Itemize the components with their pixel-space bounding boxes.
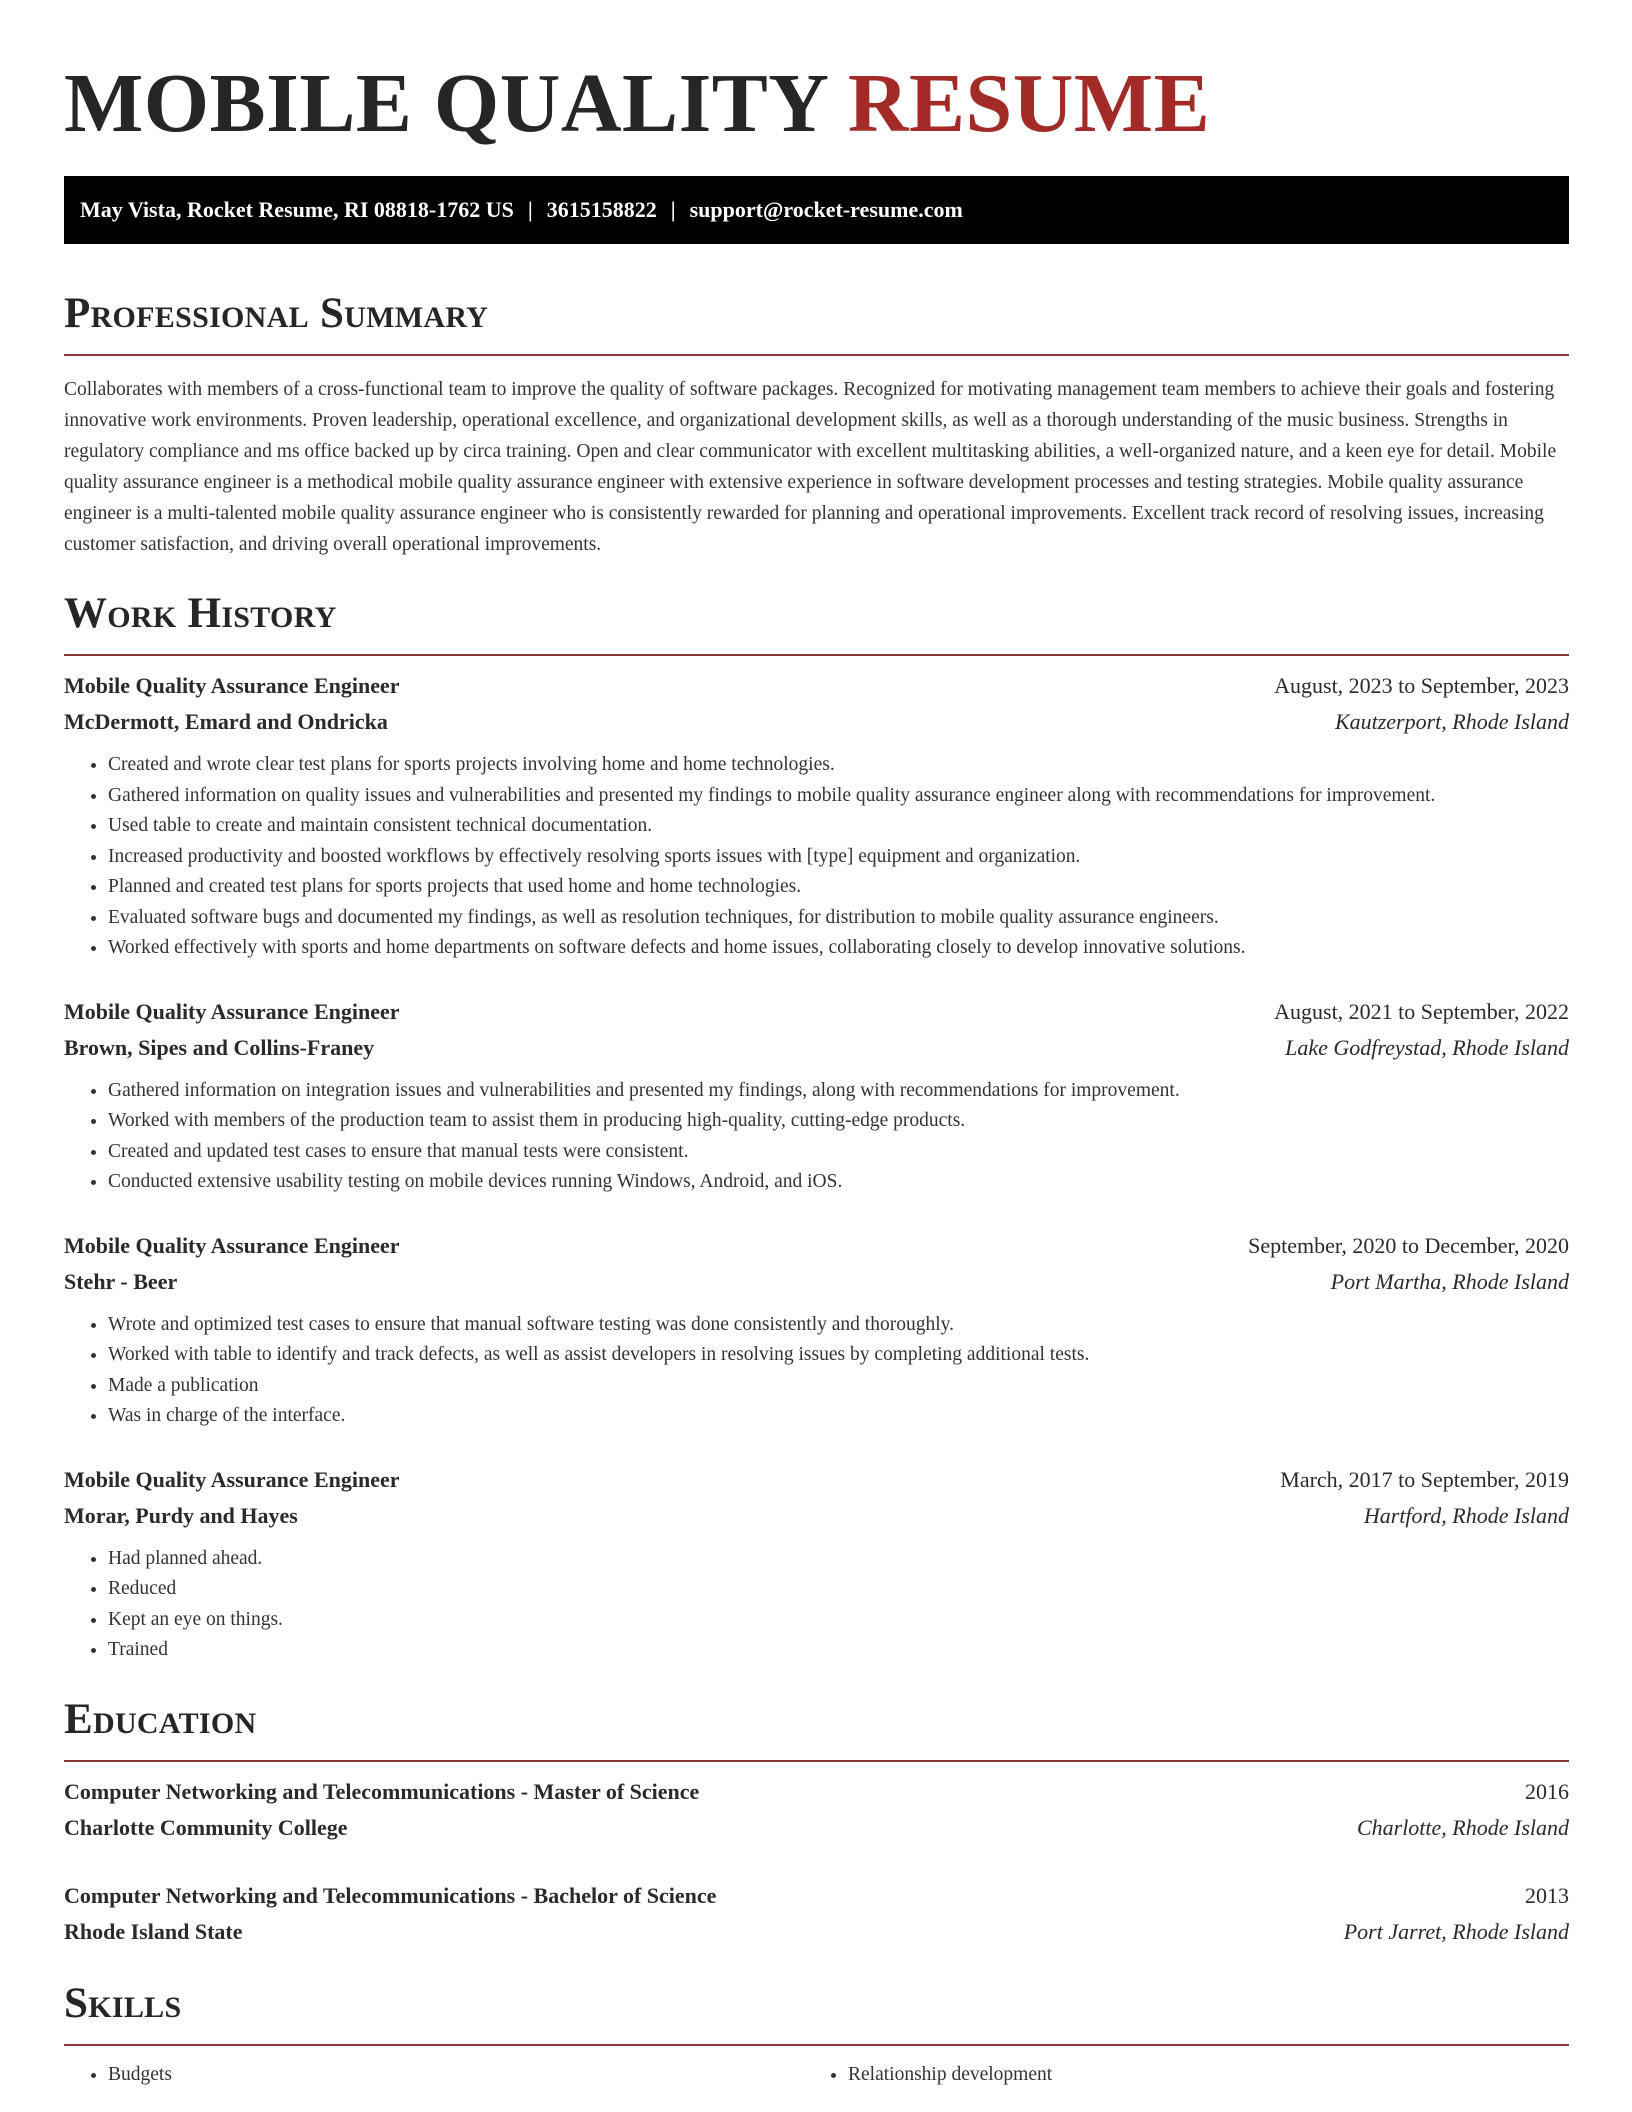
section-heading-skills: Skills bbox=[64, 1979, 182, 2027]
education-school-row bbox=[64, 1810, 1569, 1846]
contact-phone: 3615158822 bbox=[546, 197, 657, 222]
job-header-row bbox=[64, 1462, 1569, 1498]
title-accent: RESUME bbox=[847, 57, 1211, 150]
job-bullet: • Gathered information on quality issues and vulnerabilities and presented my findings to mobile quality assurance engineer along with recommendations for improvement. bbox=[108, 781, 1569, 812]
job-company: Brown, Sipes and Collins-Franey bbox=[64, 1034, 375, 1060]
skills-column-right bbox=[804, 2060, 1544, 2090]
job-bullet: • Created and wrote clear test plans for sports projects involving home and home technologies. bbox=[108, 750, 1569, 781]
job-title: Mobile Quality Assurance Engineer bbox=[64, 1232, 400, 1258]
contact-email: support@rocket-resume.com bbox=[689, 197, 963, 222]
job-bullet: • Used table to create and maintain consistent technical documentation. bbox=[108, 811, 1569, 842]
job-bullet: • Wrote and optimized test cases to ensure that manual software testing was done consistently and thoroughly. bbox=[108, 1310, 1569, 1341]
job-company-row bbox=[64, 704, 1569, 740]
summary-section bbox=[64, 288, 1569, 560]
education-entry bbox=[64, 1878, 1569, 1950]
contact-separator: | bbox=[527, 197, 533, 222]
section-heading-education: Education bbox=[64, 1695, 257, 1743]
job-header-row bbox=[64, 994, 1569, 1030]
education-degree-row bbox=[64, 1774, 1569, 1810]
education-entry bbox=[64, 1774, 1569, 1846]
job-bullet: • Conducted extensive usability testing on mobile devices running Windows, Android, and iOS. bbox=[108, 1167, 1569, 1198]
job-bullet: • Worked effectively with sports and home departments on software defects and home issues, collaborating closely to develop innovative solutions. bbox=[108, 933, 1569, 964]
job-company: Morar, Purdy and Hayes bbox=[64, 1502, 298, 1528]
work-history-section bbox=[64, 588, 1569, 1666]
job-location: Hartford, Rhode Island bbox=[1363, 1502, 1569, 1528]
job-dates: August, 2021 to September, 2022 bbox=[1274, 998, 1569, 1024]
resume-page bbox=[64, 0, 1569, 2090]
job-entry bbox=[64, 668, 1569, 964]
resume-title bbox=[64, 0, 1569, 152]
job-title: Mobile Quality Assurance Engineer bbox=[64, 1466, 400, 1492]
education-school: Rhode Island State bbox=[64, 1918, 243, 1944]
section-divider bbox=[64, 2044, 1569, 2046]
job-bullet: • Planned and created test plans for sports projects that used home and home technologies. bbox=[108, 872, 1569, 903]
job-company: Stehr - Beer bbox=[64, 1268, 178, 1294]
job-dates: September, 2020 to December, 2020 bbox=[1248, 1232, 1569, 1258]
job-bullet: • Reduced bbox=[108, 1574, 1569, 1605]
job-location: Lake Godfreystad, Rhode Island bbox=[1285, 1034, 1569, 1060]
education-year: 2016 bbox=[1525, 1778, 1569, 1804]
job-bullet: • Worked with table to identify and track defects, as well as assist developers in resolving issues by completing additional tests. bbox=[108, 1340, 1569, 1371]
job-company-row bbox=[64, 1498, 1569, 1534]
job-location: Kautzerport, Rhode Island bbox=[1334, 709, 1569, 734]
education-degree: Computer Networking and Telecommunications - Bachelor of Science bbox=[64, 1882, 717, 1908]
education-school: Charlotte Community College bbox=[64, 1814, 348, 1840]
job-entry bbox=[64, 1228, 1569, 1432]
job-bullet: • Trained bbox=[108, 1635, 1569, 1666]
job-bullet: • Evaluated software bugs and documented my findings, as well as resolution techniques, for distribution to mobile quality assurance engineers. bbox=[108, 903, 1569, 934]
title-main: MOBILE QUALITY bbox=[64, 57, 827, 150]
job-title: Mobile Quality Assurance Engineer bbox=[64, 673, 400, 698]
job-bullet-list bbox=[64, 1076, 1569, 1198]
section-divider bbox=[64, 1760, 1569, 1762]
job-bullet-list bbox=[64, 1310, 1569, 1432]
job-bullet: • Kept an eye on things. bbox=[108, 1605, 1569, 1636]
education-location: Charlotte, Rhode Island bbox=[1356, 1814, 1569, 1840]
contact-separator: | bbox=[670, 197, 676, 222]
skills-list bbox=[804, 2060, 1544, 2090]
job-bullet: • Was in charge of the interface. bbox=[108, 1401, 1569, 1432]
skills-list bbox=[64, 2060, 804, 2090]
skill-item: • Relationship development bbox=[848, 2060, 1544, 2090]
skills-grid bbox=[64, 2060, 1569, 2090]
job-dates: March, 2017 to September, 2019 bbox=[1280, 1466, 1569, 1492]
contact-address: May Vista, Rocket Resume, RI 08818-1762 US bbox=[80, 197, 514, 222]
education-degree: Computer Networking and Telecommunications - Master of Science bbox=[64, 1778, 700, 1804]
job-bullet: • Had planned ahead. bbox=[108, 1544, 1569, 1575]
job-location: Port Martha, Rhode Island bbox=[1330, 1268, 1569, 1294]
job-header-row bbox=[64, 668, 1569, 704]
job-bullet-list bbox=[64, 750, 1569, 964]
skill-item: • Budgets bbox=[108, 2060, 804, 2090]
job-bullet: • Gathered information on integration issues and vulnerabilities and presented my findings, along with recommendations for improvement. bbox=[108, 1076, 1569, 1107]
job-dates: August, 2023 to September, 2023 bbox=[1274, 673, 1569, 698]
job-header-row bbox=[64, 1228, 1569, 1264]
education-section bbox=[64, 1694, 1569, 1950]
job-company-row bbox=[64, 1030, 1569, 1066]
section-heading-work-history: Work History bbox=[64, 590, 337, 637]
job-bullet: • Made a publication bbox=[108, 1371, 1569, 1402]
job-company: McDermott, Emard and Ondricka bbox=[64, 709, 388, 734]
job-bullet-list bbox=[64, 1544, 1569, 1666]
education-degree-row bbox=[64, 1878, 1569, 1914]
job-bullet: • Increased productivity and boosted workflows by effectively resolving sports issues with [type] equipment and organization. bbox=[108, 842, 1569, 873]
job-entry bbox=[64, 994, 1569, 1198]
skills-section bbox=[64, 1978, 1569, 2090]
summary-text: Collaborates with members of a cross-functional team to improve the quality of software packages. Recognized for motivating management team members to achieve their goals and fostering innovative work environments. Proven leadership, operational excellence, and organizational development skills, as well as a thorough understanding of the music business. Strengths in regulatory compliance and ms office backed up by circa training. Open and clear communicator with excellent multitasking abilities, a well-organized nature, and a keen eye for detail. Mobile quality assurance engineer is a methodical mobile quality assurance engineer with extensive experience in software development processes and testing strategies. Mobile quality assurance engineer is a multi-talented mobile quality assurance engineer who is consistently rewarded for planning and operational improvements. Excellent track record of resolving issues, increasing customer satisfaction, and driving overall operational improvements. bbox=[64, 379, 1557, 555]
job-bullet: • Created and updated test cases to ensure that manual tests were consistent. bbox=[108, 1137, 1569, 1168]
education-location: Port Jarret, Rhode Island bbox=[1343, 1918, 1569, 1944]
contact-bar bbox=[64, 176, 1569, 244]
section-divider bbox=[64, 354, 1569, 356]
education-school-row bbox=[64, 1914, 1569, 1950]
job-entry bbox=[64, 1462, 1569, 1666]
job-company-row bbox=[64, 1264, 1569, 1300]
skills-column-left bbox=[64, 2060, 804, 2090]
job-title: Mobile Quality Assurance Engineer bbox=[64, 998, 400, 1024]
education-year: 2013 bbox=[1525, 1882, 1569, 1908]
section-heading-summary: Professional Summary bbox=[64, 290, 489, 337]
section-divider bbox=[64, 654, 1569, 656]
job-bullet: • Worked with members of the production team to assist them in producing high-quality, cutting-edge products. bbox=[108, 1106, 1569, 1137]
